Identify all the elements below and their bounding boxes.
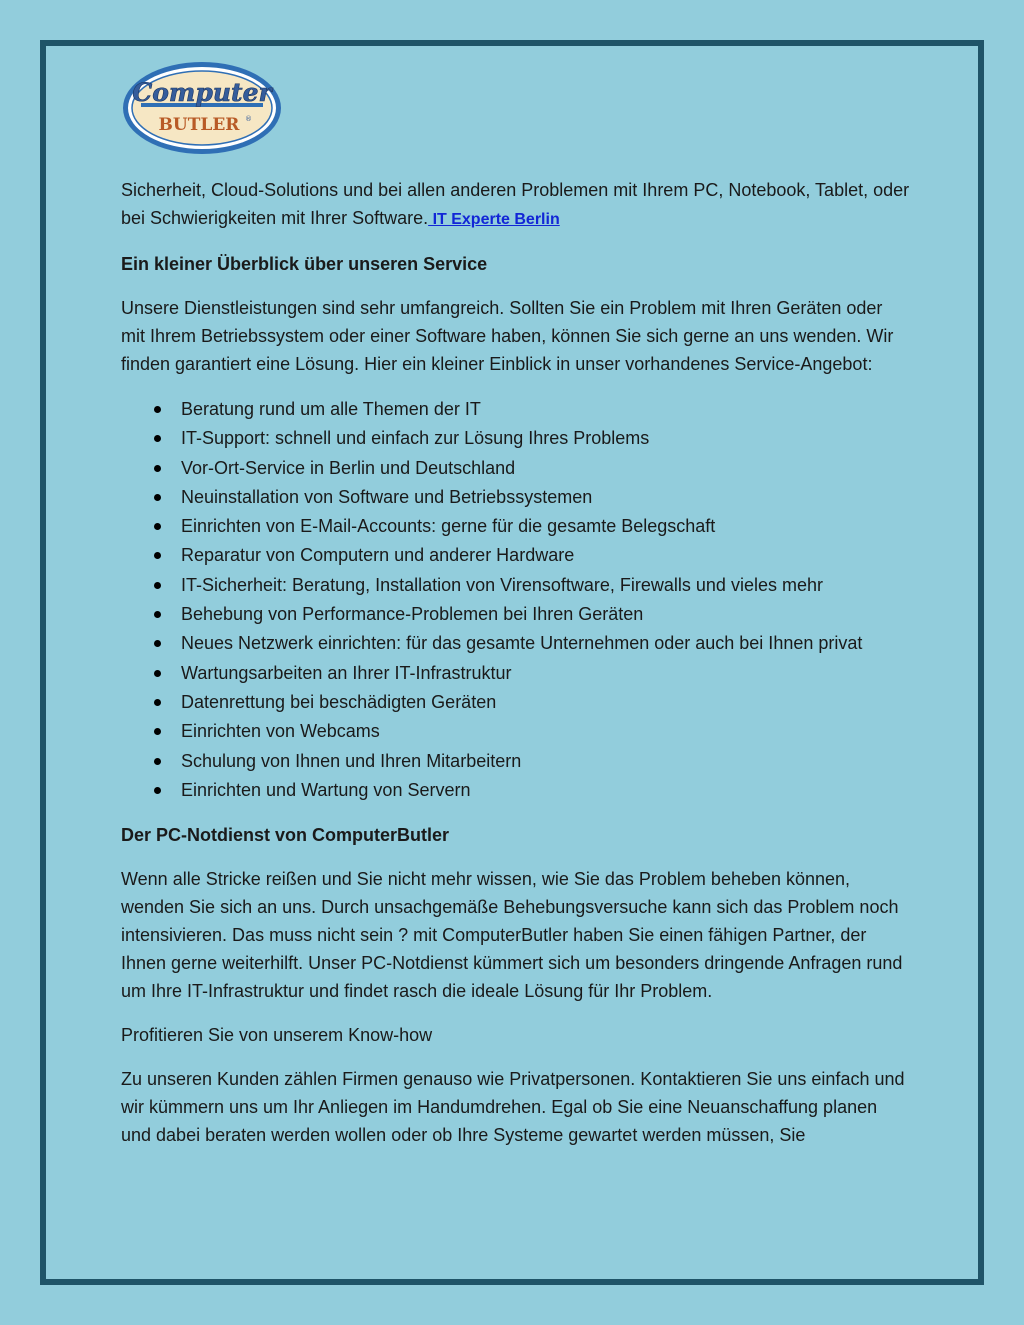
bullet-icon <box>154 582 161 589</box>
list-item-text: Vor-Ort-Service in Berlin und Deutschland <box>181 457 516 478</box>
bullet-icon <box>154 670 161 677</box>
service-list <box>121 395 911 805</box>
list-item-text: Einrichten von Webcams <box>181 721 380 742</box>
list-item <box>121 688 911 717</box>
list-item <box>121 776 911 805</box>
bullet-icon <box>154 728 161 735</box>
bullet-icon <box>154 494 161 501</box>
intro-text: Sicherheit, Cloud-Solutions und bei allen anderen Problemen mit Ihrem PC, Notebook, Tablet, oder bei Schwierigkeiten mit Ihrer Software. <box>121 180 910 228</box>
list-item <box>121 629 911 658</box>
bullet-icon <box>154 406 161 413</box>
logo-text-top: Computer <box>132 78 272 107</box>
bullet-icon <box>154 758 161 765</box>
service-heading: Ein kleiner Überblick über unseren Service <box>121 254 488 274</box>
list-item-text: Schulung von Ihnen und Ihren Mitarbeitern <box>181 750 522 771</box>
list-item <box>121 600 911 629</box>
list-item-text: Neuinstallation von Software und Betriebssystemen <box>181 486 593 507</box>
logo-text-bottom: BUTLER <box>158 115 240 135</box>
bullet-icon <box>154 465 161 472</box>
bullet-icon <box>154 699 161 706</box>
knowhow-paragraph: Zu unseren Kunden zählen Firmen genauso wie Privatpersonen. Kontaktieren Sie uns einfach und wir kümmern uns um Ihr Anliegen im Handumdrehen. Egal ob Sie eine Neuanschaffung planen und dabei beraten werden wollen oder ob Ihre Systeme gewartet werden müssen, Sie <box>121 1069 905 1146</box>
registered-mark: ® <box>245 115 252 123</box>
bullet-icon <box>154 552 161 559</box>
list-item-text: Behebung von Performance-Problemen bei Ihren Geräten <box>181 604 644 625</box>
list-item-text: Wartungsarbeiten an Ihrer IT-Infrastruktur <box>181 662 512 683</box>
list-item <box>121 512 911 541</box>
computer-butler-logo <box>121 59 283 157</box>
intro-paragraph <box>121 176 911 234</box>
list-item-text: IT-Support: schnell und einfach zur Lösung Ihres Problems <box>181 428 650 449</box>
list-item <box>121 424 911 453</box>
bullet-icon <box>154 523 161 530</box>
list-item <box>121 747 911 776</box>
list-item-text: Datenrettung bei beschädigten Geräten <box>181 691 497 712</box>
bullet-icon <box>154 611 161 618</box>
list-item <box>121 659 911 688</box>
list-item <box>121 571 911 600</box>
list-item <box>121 395 911 424</box>
notdienst-paragraph: Wenn alle Stricke reißen und Sie nicht mehr wissen, wie Sie das Problem beheben können, wenden Sie sich an uns. Durch unsachgemäße Behebungsversuche kann sich das Problem noch intensivieren. Das muss nicht sein ? mit ComputerButler haben Sie einen fähigen Partner, der Ihnen gerne weiterhilft. Unser PC-Notdienst kümmert sich um besonders dringende Anfragen rund um Ihre IT-Infrastruktur und findet rasch die ideale Lösung für Ihr Problem. <box>121 869 903 1002</box>
list-item <box>121 483 911 512</box>
list-item <box>121 717 911 746</box>
list-item <box>121 541 911 570</box>
document-body <box>121 176 911 1149</box>
list-item-text: Einrichten von E-Mail-Accounts: gerne für die gesamte Belegschaft <box>181 516 716 537</box>
list-item-text: Reparatur von Computern und anderer Hardware <box>181 545 575 566</box>
bullet-icon <box>154 640 161 647</box>
it-experte-berlin-link[interactable]: IT Experte Berlin <box>428 211 560 228</box>
list-item-text: Beratung rund um alle Themen der IT <box>181 399 481 419</box>
bullet-icon <box>154 787 161 794</box>
service-paragraph: Unsere Dienstleistungen sind sehr umfangreich. Sollten Sie ein Problem mit Ihren Geräten oder mit Ihrem Betriebssystem oder einer Software haben, können Sie sich gerne an uns wenden. Wir finden garantiert eine Lösung. Hier ein kleiner Einblick in unser vorhandenes Service-Angebot: <box>121 298 894 374</box>
list-item-text: Einrichten und Wartung von Servern <box>181 779 471 800</box>
list-item <box>121 454 911 483</box>
list-item-text: IT-Sicherheit: Beratung, Installation von Virensoftware, Firewalls und vieles mehr <box>181 574 823 595</box>
list-item-text: Neues Netzwerk einrichten: für das gesamte Unternehmen oder auch bei Ihnen privat <box>181 633 863 654</box>
bullet-icon <box>154 435 161 442</box>
knowhow-heading: Profitieren Sie von unserem Know-how <box>121 1025 433 1046</box>
notdienst-heading: Der PC-Notdienst von ComputerButler <box>121 825 450 846</box>
